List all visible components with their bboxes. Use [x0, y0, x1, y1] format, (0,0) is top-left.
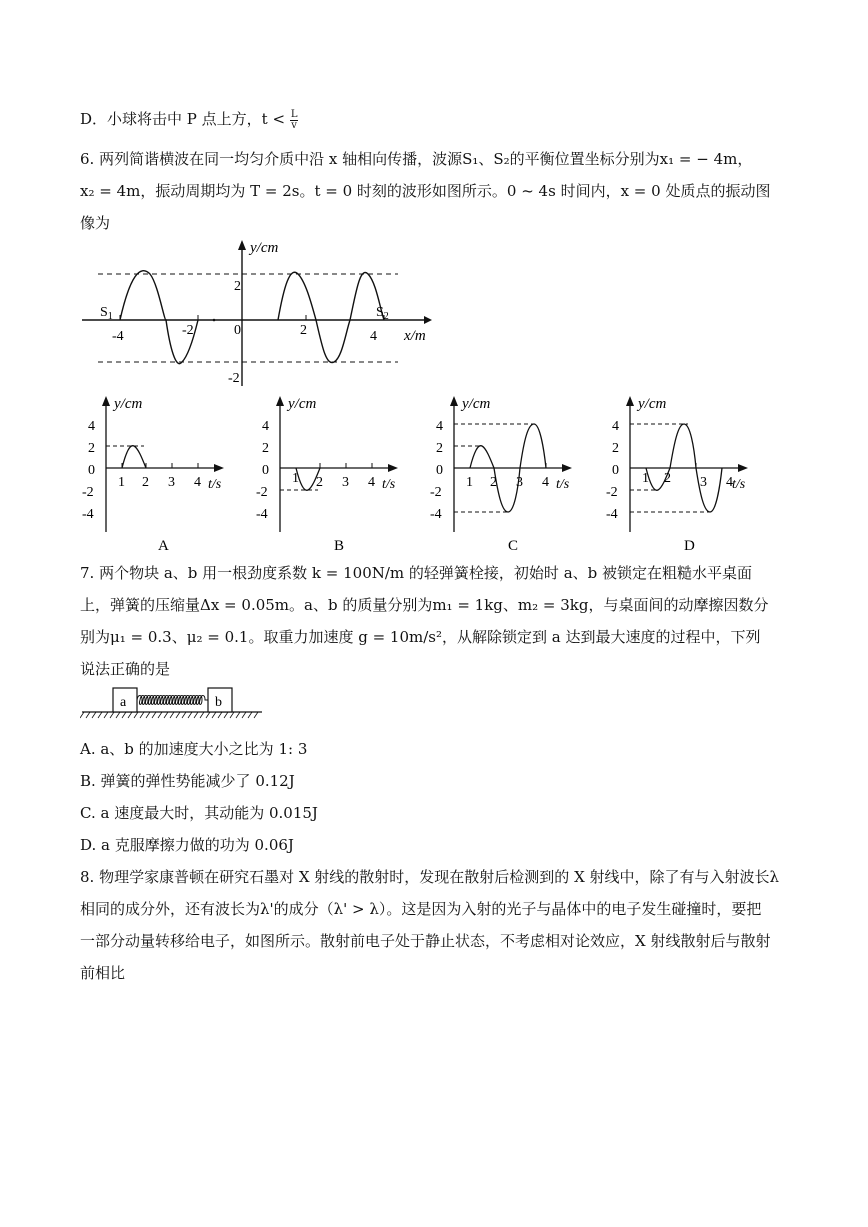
- svg-text:y/cm: y/cm: [638, 396, 667, 412]
- svg-text:y/cm: y/cm: [288, 396, 317, 412]
- svg-text:4: 4: [262, 419, 269, 434]
- x-axis-arrow: [424, 316, 432, 324]
- svg-text:4: 4: [612, 419, 619, 434]
- svg-text:0: 0: [612, 463, 619, 478]
- svg-text:2: 2: [612, 441, 619, 456]
- svg-text:2: 2: [262, 441, 269, 456]
- spring: [137, 696, 208, 705]
- option-label-b: B: [334, 538, 345, 554]
- svg-text:4: 4: [368, 475, 375, 490]
- tick-label-4: 4: [370, 329, 377, 344]
- q7-option-a: A. a、b 的加速度大小之比为 1: 3: [80, 740, 308, 758]
- source-s1-label: $S_1$: [100, 305, 113, 322]
- svg-text:-4: -4: [606, 507, 618, 522]
- svg-text:0: 0: [262, 463, 269, 478]
- y-axis-arrow: [238, 240, 246, 250]
- svg-text:-2: -2: [430, 485, 442, 500]
- svg-text:t/s: t/s: [208, 477, 222, 492]
- fraction-numerator: L: [290, 108, 298, 120]
- svg-text:-2: -2: [256, 485, 268, 500]
- q7-line-1: 7. 两个物块 a、b 用一根劲度系数 k = 100N/m 的轻弹簧栓接，初始时 a、b 被锁定在粗糙水平桌面: [80, 564, 753, 582]
- svg-text:1: 1: [466, 475, 473, 490]
- q6-line-2: x₂ = 4m，振动周期均为 T = 2s。t = 0 时刻的波形如图所示。0 ~ 4s 时间内，x = 0 处质点的振动图: [80, 182, 771, 200]
- dot-mark: [213, 319, 216, 322]
- tick-label-0: 0: [234, 323, 241, 338]
- svg-text:2: 2: [664, 471, 671, 486]
- q7-option-b: B. 弹簧的弹性势能减少了 0.12J: [80, 772, 295, 790]
- q8-line-2: 相同的成分外，还有波长为λ'的成分（λ' > λ）。这是因为入射的光子与晶体中的电子发生碰撞时，要把: [80, 900, 762, 918]
- svg-text:0: 0: [436, 463, 443, 478]
- svg-text:2: 2: [490, 475, 497, 490]
- q7-line-4: 说法正确的是: [80, 660, 171, 678]
- option-graph-c: [430, 396, 572, 554]
- block-a-label: a: [120, 695, 127, 710]
- option-label-c: C: [508, 538, 519, 554]
- svg-text:t/s: t/s: [382, 477, 396, 492]
- option-graph-d: [606, 396, 748, 554]
- option-label-d: D: [684, 538, 695, 554]
- wave-s1: [120, 271, 198, 364]
- svg-text:3: 3: [168, 475, 175, 490]
- q7-option-d: D. a 克服摩擦力做的功为 0.06J: [80, 836, 294, 854]
- svg-text:3: 3: [516, 475, 523, 490]
- svg-text:1: 1: [292, 471, 299, 486]
- q5-option-d-text: D．小球将击中 P 点上方，t <: [80, 110, 286, 128]
- option-graphs: [80, 390, 780, 560]
- q7-option-c: C. a 速度最大时，其动能为 0.015J: [80, 804, 318, 822]
- block-b-label: b: [215, 695, 222, 710]
- wave-graph: [78, 236, 448, 396]
- wave-s2: [278, 272, 384, 362]
- svg-text:-2: -2: [82, 485, 94, 500]
- y-tick-label-2: 2: [234, 279, 241, 294]
- svg-text:3: 3: [700, 475, 707, 490]
- svg-text:1: 1: [118, 475, 125, 490]
- svg-text:2: 2: [316, 475, 323, 490]
- main-y-label: y/cm: [250, 240, 279, 256]
- source-s2-label: $S_2$: [376, 305, 389, 322]
- tick-label-minus-2: -2: [182, 323, 194, 338]
- q8-line-3: 一部分动量转移给电子，如图所示。散射前电子处于静止状态，不考虑相对论效应，X 射线散射后与散射: [80, 932, 771, 950]
- svg-text:3: 3: [342, 475, 349, 490]
- q6-line-1: 6. 两列简谐横波在同一均匀介质中沿 x 轴相向传播，波源S₁、S₂的平衡位置坐标分别为x₁ = − 4m，: [80, 150, 753, 168]
- svg-text:-2: -2: [606, 485, 618, 500]
- svg-text:4: 4: [194, 475, 201, 490]
- fraction-l-over-v: [290, 110, 299, 131]
- svg-text:-4: -4: [430, 507, 442, 522]
- main-x-label: x/m: [404, 328, 426, 344]
- q5-option-d: [80, 108, 298, 131]
- q7-line-2: 上，弹簧的压缩量Δx = 0.05m。a、b 的质量分别为m₁ = 1kg、m₂ = 3kg，与桌面间的动摩擦因数分: [80, 596, 769, 614]
- fraction-denominator: v: [291, 119, 297, 131]
- svg-text:1: 1: [642, 471, 649, 486]
- q7-line-3: 别为μ₁ = 0.3、μ₂ = 0.1。取重力加速度 g = 10m/s²，从解除锁定到 a 达到最大速度的过程中，下列: [80, 628, 761, 646]
- option-graph-b: [256, 396, 398, 554]
- svg-text:-4: -4: [82, 507, 94, 522]
- q8-line-1: 8. 物理学家康普顿在研究石墨对 X 射线的散射时，发现在散射后检测到的 X 射线中，除了有与入射波长λ: [80, 868, 780, 886]
- option-label-a: A: [158, 538, 169, 554]
- svg-text:4: 4: [542, 475, 549, 490]
- svg-text:-4: -4: [256, 507, 268, 522]
- svg-text:t/s: t/s: [556, 477, 570, 492]
- svg-text:4: 4: [436, 419, 443, 434]
- tick-label-2: 2: [300, 323, 307, 338]
- svg-text:4: 4: [88, 419, 95, 434]
- q8-line-4: 前相比: [80, 964, 126, 982]
- svg-text:y/cm: y/cm: [114, 396, 143, 412]
- option-graph-a: [82, 396, 224, 554]
- svg-text:y/cm: y/cm: [462, 396, 491, 412]
- tick-label-minus-4: -4: [112, 329, 124, 344]
- svg-text:4: 4: [726, 475, 733, 490]
- curve-a: [122, 446, 146, 468]
- svg-text:t/s: t/s: [732, 477, 746, 492]
- svg-text:2: 2: [88, 441, 95, 456]
- svg-text:2: 2: [142, 475, 149, 490]
- svg-text:0: 0: [88, 463, 95, 478]
- svg-text:2: 2: [436, 441, 443, 456]
- y-tick-label-minus-2: -2: [228, 371, 240, 386]
- q6-line-3: 像为: [80, 214, 111, 232]
- spring-diagram: [80, 684, 270, 724]
